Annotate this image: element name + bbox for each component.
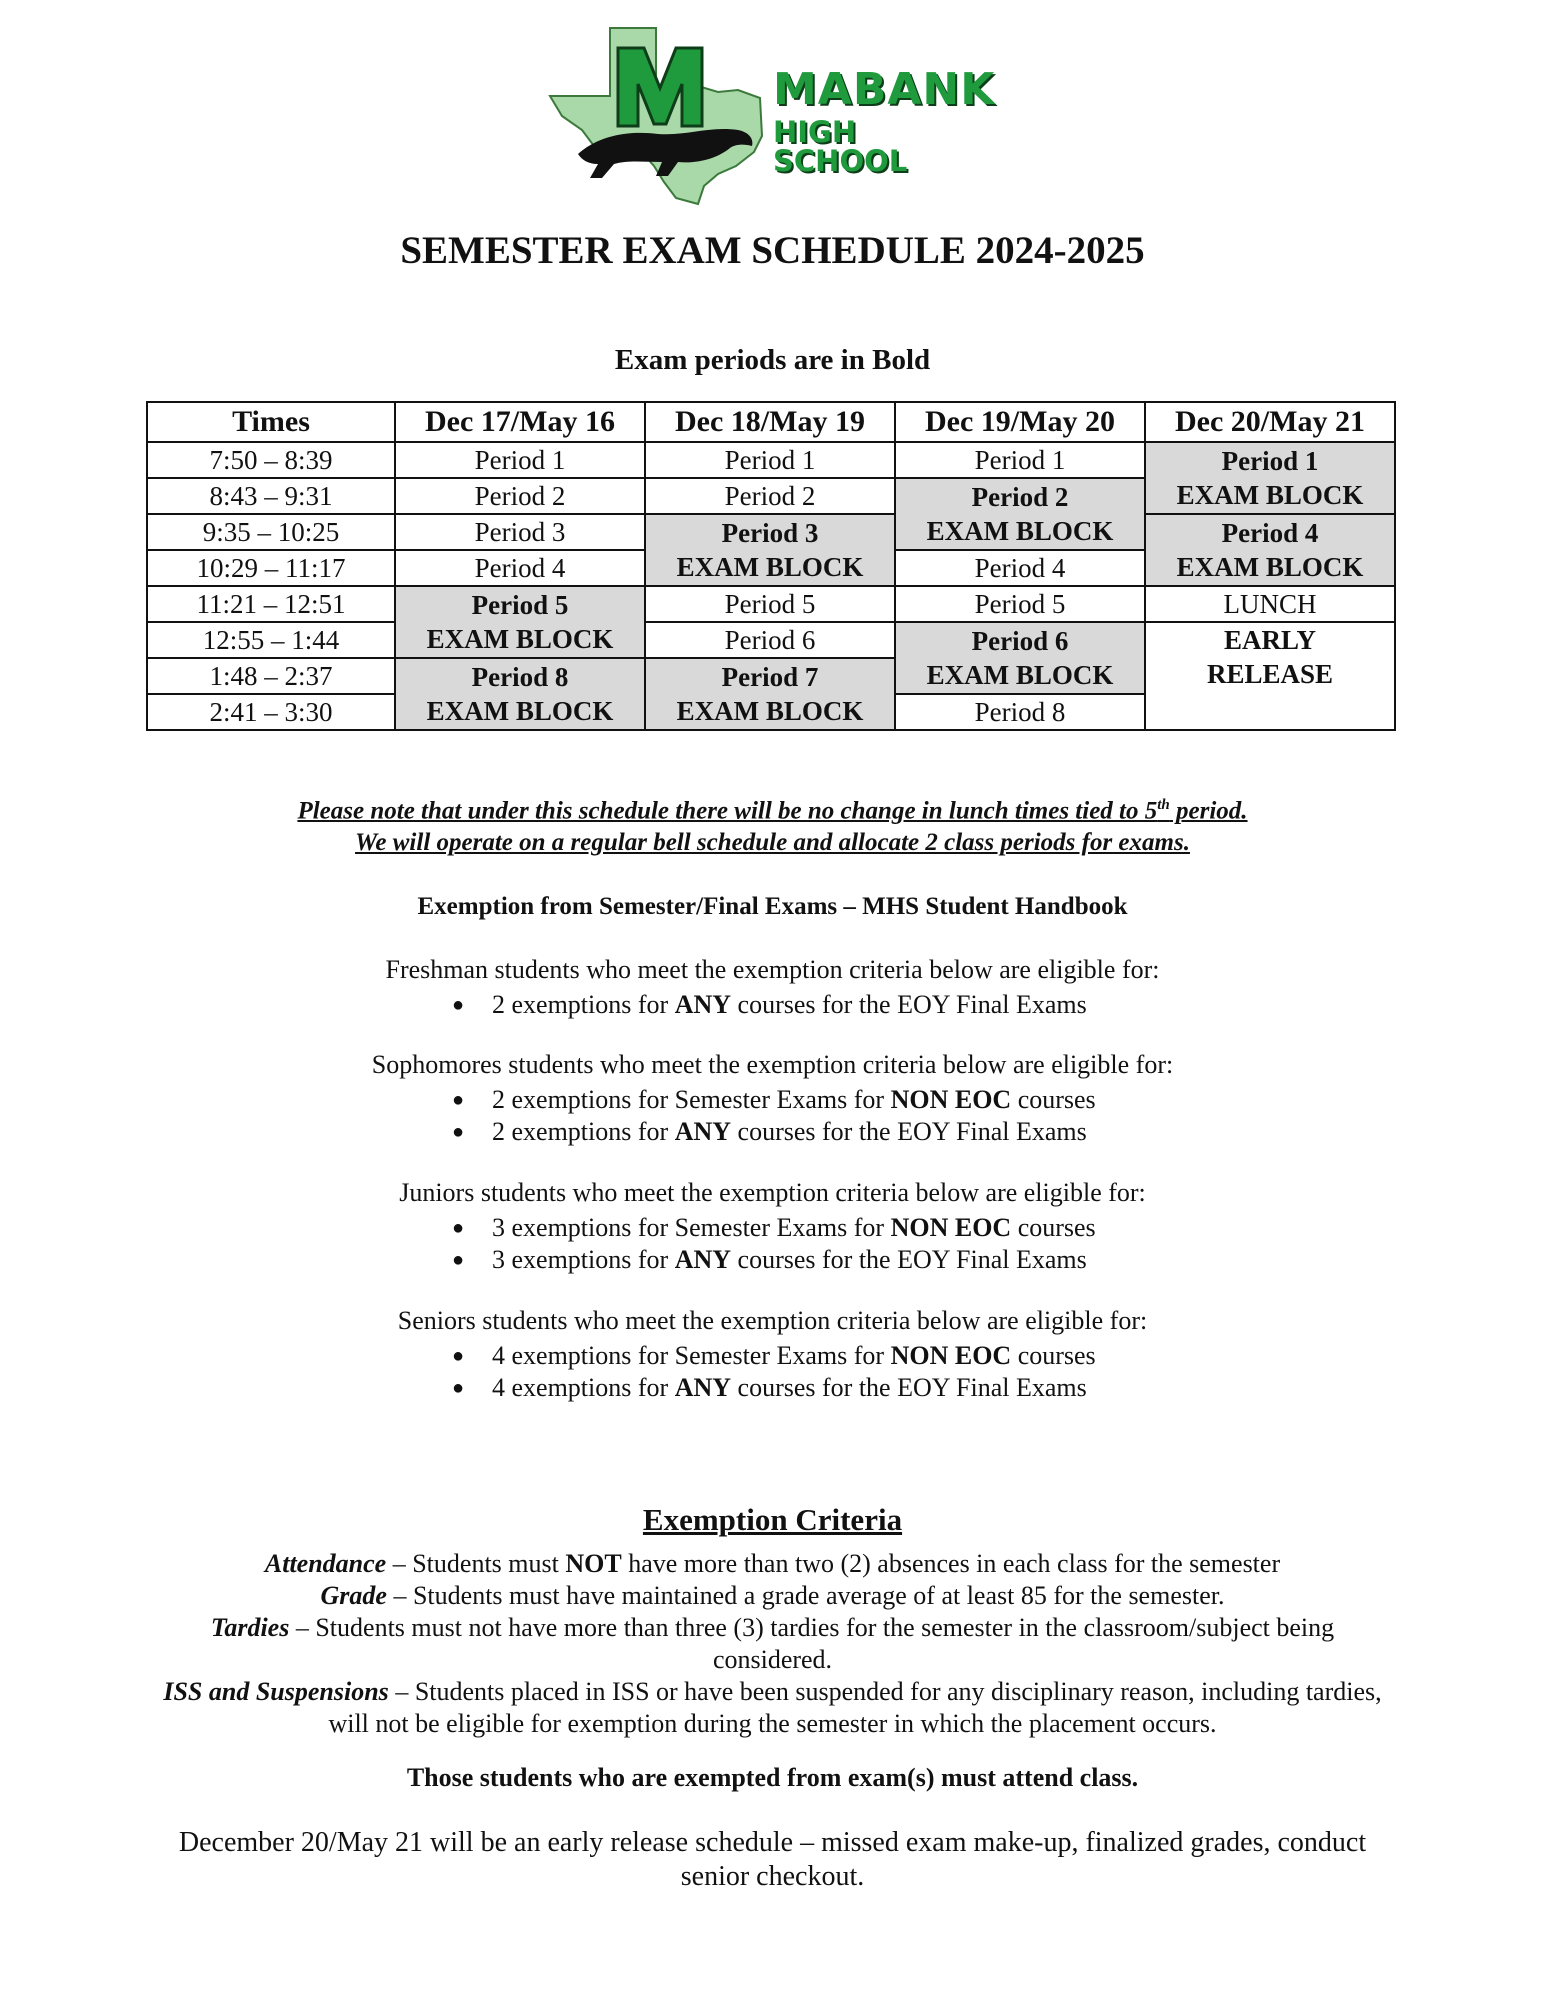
tardies-criterion: Tardies – Students must not have more than three (3) tardies for the semester in the classroom/subject being considered. <box>210 1613 1335 1674</box>
exemption-list <box>0 1084 1545 1148</box>
exam-block-cell <box>645 514 895 586</box>
exemption-list <box>0 1340 1545 1404</box>
schedule-cell: Period 6 <box>645 622 895 658</box>
exam-period-label: Period 7 <box>721 662 819 692</box>
schedule-cell: Period 1 <box>395 442 645 478</box>
time-cell: 9:35 – 10:25 <box>147 514 395 550</box>
exam-block-label: EXAM BLOCK <box>426 624 614 654</box>
schedule-cell: Period 3 <box>395 514 645 550</box>
schedule-cell: Period 1 <box>645 442 895 478</box>
lunch-note-a: Please note that under this schedule there will be no change in lunch times tied to 5 <box>297 797 1158 825</box>
early-release-note: December 20/May 21 will be an early release schedule – missed exam make-up, finalized grades, conduct senior checkout. <box>178 1827 1367 1892</box>
table-row <box>147 622 1395 658</box>
criteria-title: Exemption Criteria <box>642 1502 903 1537</box>
senior-group <box>0 1306 1545 1404</box>
table-row <box>147 586 1395 622</box>
exam-block-label: EXAM BLOCK <box>426 696 614 726</box>
exam-period-label: Period 1 <box>1221 446 1319 476</box>
group-intro: Juniors students who meet the exemption criteria below are eligible for: <box>399 1178 1146 1207</box>
header-day-3: Dec 19/May 20 <box>895 402 1145 442</box>
schedule-cell: Period 4 <box>395 550 645 586</box>
list-item: ● 2 exemptions for ANY courses for the EOY Final Exams <box>452 990 1087 1019</box>
group-intro: Freshman students who meet the exemption criteria below are eligible for: <box>385 955 1160 984</box>
table-header-row <box>147 402 1395 442</box>
bullet-icon: ● <box>452 1217 465 1239</box>
exam-block-cell <box>395 586 645 658</box>
bullet-icon: ● <box>452 1249 465 1271</box>
bullet-icon: ● <box>452 1089 465 1111</box>
time-cell: 12:55 – 1:44 <box>147 622 395 658</box>
time-cell: 1:48 – 2:37 <box>147 658 395 694</box>
bullet-icon: ● <box>452 1377 465 1399</box>
attendance-criterion: Attendance – Students must NOT have more than two (2) absences in each class for the semester <box>264 1549 1281 1578</box>
list-item: ● 2 exemptions for ANY courses for the EOY Final Exams <box>452 1117 1087 1146</box>
attendance-label: Attendance <box>264 1549 387 1578</box>
exam-block-label: EXAM BLOCK <box>1176 552 1364 582</box>
list-item: ● 4 exemptions for Semester Exams for NON EOC courses <box>452 1341 1096 1370</box>
release-label: RELEASE <box>1206 659 1334 689</box>
page-title: SEMESTER EXAM SCHEDULE 2024-2025 <box>400 229 1145 272</box>
schedule-cell: Period 4 <box>895 550 1145 586</box>
schedule-cell: Period 8 <box>895 694 1145 730</box>
exemption-heading: Exemption from Semester/Final Exams – MHS Student Handbook <box>417 893 1128 920</box>
header-times: Times <box>147 402 395 442</box>
list-item: ● 4 exemptions for ANY courses for the EOY Final Exams <box>452 1373 1087 1402</box>
exam-period-label: Period 3 <box>721 518 819 548</box>
exemption-list <box>0 1212 1545 1276</box>
logo-wordmark <box>773 64 996 178</box>
exam-block-cell <box>1145 514 1395 586</box>
exam-block-label: EXAM BLOCK <box>676 696 864 726</box>
list-item: ● 2 exemptions for Semester Exams for NON EOC courses <box>452 1085 1096 1114</box>
early-release-cell <box>1145 622 1395 730</box>
table-row <box>147 514 1395 550</box>
time-cell: 10:29 – 11:17 <box>147 550 395 586</box>
exam-block-cell <box>645 658 895 730</box>
grade-label: Grade <box>320 1581 387 1610</box>
exemption-list <box>0 989 1545 1021</box>
early-label: EARLY <box>1223 625 1317 655</box>
schedule-cell: Period 2 <box>395 478 645 514</box>
exam-schedule-table <box>146 401 1396 731</box>
attend-class-note: Those students who are exempted from exam(s) must attend class. <box>406 1763 1139 1792</box>
bullet-icon: ● <box>452 994 465 1016</box>
tardies-label: Tardies <box>210 1613 290 1642</box>
exam-period-label: Period 2 <box>971 482 1069 512</box>
group-intro: Sophomores students who meet the exemption criteria below are eligible for: <box>371 1050 1174 1079</box>
schedule-cell: Period 2 <box>645 478 895 514</box>
header-day-4: Dec 20/May 21 <box>1145 402 1395 442</box>
exam-period-label: Period 8 <box>471 662 569 692</box>
time-cell: 8:43 – 9:31 <box>147 478 395 514</box>
exam-period-label: Period 6 <box>971 626 1069 656</box>
exam-block-cell <box>1145 442 1395 514</box>
header-day-2: Dec 18/May 19 <box>645 402 895 442</box>
time-cell: 7:50 – 8:39 <box>147 442 395 478</box>
lunch-note <box>0 797 1545 825</box>
exam-period-label: Period 5 <box>471 590 569 620</box>
exam-block-label: EXAM BLOCK <box>1176 480 1364 510</box>
bullet-icon: ● <box>452 1121 465 1143</box>
table-subtitle: Exam periods are in Bold <box>614 344 931 376</box>
logo-line-1: MABANK <box>773 64 996 115</box>
lunch-note-sup: th <box>1157 797 1170 813</box>
iss-label: ISS and Suspensions <box>163 1677 389 1706</box>
texas-panther-logo-icon <box>548 26 778 206</box>
exam-block-cell <box>895 622 1145 694</box>
list-item: ● 3 exemptions for ANY courses for the EOY Final Exams <box>452 1245 1087 1274</box>
junior-group <box>0 1178 1545 1276</box>
iss-criterion: ISS and Suspensions – Students placed in ISS or have been suspended for any disciplinary reason, including tardies, will not be eligible for exemption during the semester in which the placement occurs. <box>163 1677 1382 1738</box>
time-cell: 11:21 – 12:51 <box>147 586 395 622</box>
school-logo <box>548 26 996 206</box>
exam-block-label: EXAM BLOCK <box>926 516 1114 546</box>
lunch-note-b: period. <box>1169 797 1248 825</box>
exam-period-label: Period 4 <box>1221 518 1319 548</box>
logo-line-2: HIGH SCHOOL <box>773 115 908 178</box>
exam-block-cell <box>395 658 645 730</box>
exam-block-label: EXAM BLOCK <box>676 552 864 582</box>
freshman-group <box>0 955 1545 1021</box>
exam-block-label: EXAM BLOCK <box>926 660 1114 690</box>
time-cell: 2:41 – 3:30 <box>147 694 395 730</box>
bullet-icon: ● <box>452 1345 465 1367</box>
schedule-cell: Period 1 <box>895 442 1145 478</box>
header-day-1: Dec 17/May 16 <box>395 402 645 442</box>
group-intro: Seniors students who meet the exemption criteria below are eligible for: <box>397 1306 1148 1335</box>
table-row <box>147 442 1395 478</box>
schedule-cell: Period 5 <box>895 586 1145 622</box>
bell-schedule-note: We will operate on a regular bell schedule and allocate 2 class periods for exams. <box>355 829 1190 856</box>
sophomore-group <box>0 1050 1545 1148</box>
lunch-cell: LUNCH <box>1145 586 1395 622</box>
list-item: ● 3 exemptions for Semester Exams for NON EOC courses <box>452 1213 1096 1242</box>
grade-criterion: Grade – Students must have maintained a grade average of at least 85 for the semester. <box>320 1581 1225 1610</box>
schedule-cell: Period 5 <box>645 586 895 622</box>
exam-block-cell <box>895 478 1145 550</box>
